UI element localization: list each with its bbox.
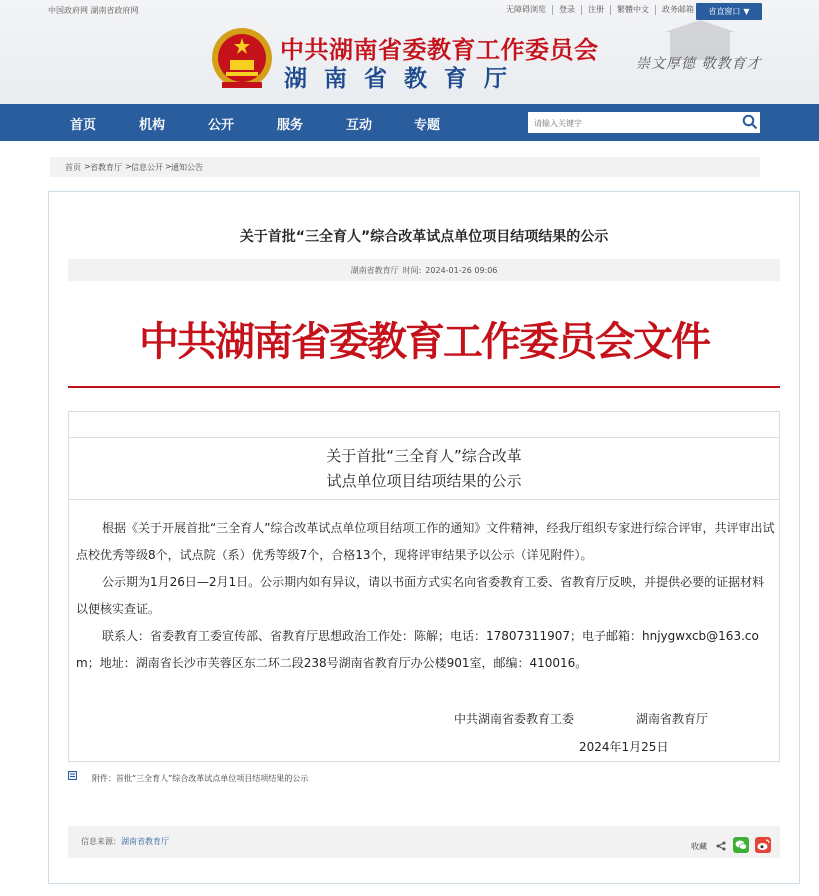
red-divider xyxy=(68,386,780,388)
breadcrumb-department[interactable]: 省教育厅 xyxy=(90,163,122,172)
nav-organization[interactable]: 机构 xyxy=(139,118,166,133)
article-meta xyxy=(68,259,780,281)
breadcrumb-disclosure[interactable]: 信息公开 xyxy=(131,163,163,172)
article-time-label: 时间: xyxy=(402,265,422,275)
document-title-line: 试点单位项目结项结果的公示 xyxy=(326,472,522,490)
table-divider xyxy=(68,499,780,500)
document-title-line: 关于首批“三全育人”综合改革 xyxy=(326,447,522,465)
chevron-down-icon: ▼ xyxy=(743,7,750,16)
login-link[interactable]: 登录 xyxy=(553,5,582,15)
document-icon xyxy=(68,771,77,780)
share-icon[interactable] xyxy=(716,841,726,851)
site-title-primary: 中共湖南省委教育工作委员会 xyxy=(280,36,599,64)
nav-topics[interactable]: 专题 xyxy=(414,118,441,133)
top-bar xyxy=(0,0,819,20)
article-time: 2024-01-26 09:06 xyxy=(425,265,498,275)
breadcrumb-home[interactable]: 首页 xyxy=(65,163,81,172)
signer-department: 湖南省教育厅 xyxy=(636,712,709,726)
document-date: 2024年1月25日 xyxy=(579,740,669,754)
weibo-icon[interactable] xyxy=(755,837,771,853)
traditional-chinese-link[interactable]: 繁體中文 xyxy=(611,5,656,15)
nav-disclosure[interactable]: 公开 xyxy=(208,118,235,133)
nav-interaction[interactable]: 互动 xyxy=(346,118,373,133)
gov-links[interactable]: 中国政府网 湖南省政府网 xyxy=(48,6,139,15)
site-title-secondary: 湖南省教育厅 xyxy=(284,66,524,92)
register-link[interactable]: 注册 xyxy=(582,5,611,15)
breadcrumb: 首页 > 省教育厅 > 信息公开 > 通知公告 xyxy=(50,157,760,177)
article-source: 湖南省教育厅 xyxy=(350,265,399,275)
paragraph-2: 公示期为1月26日—2月1日。公示期内如有异议，请以书面方式实名向省委教育工委、省教育厅反映，并提供必要的证据材料以便核实查证。 xyxy=(76,575,765,616)
table-divider xyxy=(68,437,780,438)
nav-services[interactable]: 服务 xyxy=(277,118,304,133)
paragraph-3: 联系人：省委教育工委宣传部、省教育厅思想政治工作处：陈解；电话：17807311907；电子邮箱：hnjygwxcb@163.com；地址：湖南省长沙市芙蓉区东二环二段238号湖南省教育厅办公楼901室，邮编：410016。 xyxy=(76,629,759,670)
info-source-link[interactable]: 湖南省教育厅 xyxy=(121,837,169,846)
signer-committee: 中共湖南省委教育工委 xyxy=(454,712,575,726)
search-input[interactable] xyxy=(532,114,736,132)
article-title: 关于首批“三全育人”综合改革试点单位项目结项结果的公示 xyxy=(239,229,609,245)
national-emblem-icon xyxy=(210,26,274,92)
site-slogan: 崇文厚德 敬教育才 xyxy=(636,56,762,72)
breadcrumb-notices[interactable]: 通知公告 xyxy=(171,163,203,172)
search-icon[interactable] xyxy=(742,114,758,130)
info-source xyxy=(81,836,169,847)
gov-mail-link[interactable]: 政务邮箱 xyxy=(662,5,694,14)
account-links xyxy=(500,5,700,15)
paragraph-1: 根据《关于开展首批“三全育人”综合改革试点单位项目结项工作的通知》文件精神，经我厅组织专家进行综合评审，共评审出试点校优秀等级8个，试点院（系）优秀等级7个，合格13个，现将评审结果予以公示（详见附件）。 xyxy=(76,521,775,562)
nav-home[interactable]: 首页 xyxy=(70,118,97,133)
info-source-label: 信息来源： xyxy=(81,837,121,846)
accessibility-link[interactable]: 无障碍浏览 xyxy=(500,5,553,15)
favorite-button[interactable]: 收藏 xyxy=(691,842,707,851)
document-title xyxy=(68,444,780,494)
wechat-icon[interactable] xyxy=(733,837,749,853)
provincial-window-dropdown[interactable] xyxy=(696,3,762,20)
source-bar xyxy=(68,826,780,858)
attachment-link[interactable]: 附件：首批“三全育人”综合改革试点单位项目结项结果的公示 xyxy=(92,774,309,783)
document-red-header: 中共湖南省委教育工作委员会文件 xyxy=(139,318,709,365)
dropdown-label: 省直窗口 xyxy=(708,7,741,16)
